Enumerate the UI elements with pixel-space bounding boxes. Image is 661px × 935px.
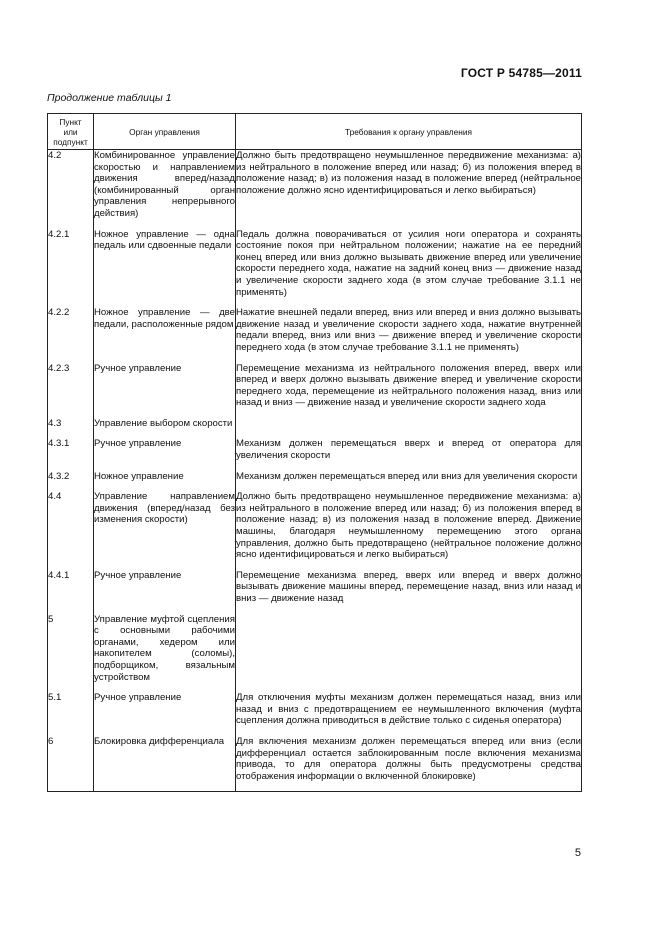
row-number: 4.2.3 [48, 363, 94, 418]
table-caption: Продолжение таблицы 1 [47, 92, 172, 104]
row-control: Ручное управление [94, 363, 236, 418]
row-control: Управление выбором скорости [94, 418, 236, 439]
table-row [48, 229, 582, 308]
column-header-organ: Орган управления [94, 114, 236, 150]
column-header-requirements: Требования к органу управления [236, 114, 582, 150]
row-number: 5 [48, 614, 94, 693]
table-row [48, 736, 582, 792]
row-requirement: Педаль должна поворачиваться от усилия ноги оператора и сохранять состояние покоя при нейтральном положении; нажатие на ее передний конец вперед или вниз должно вызывать движение вперед или увеличение скорости переднего хода, нажатие на задний конец вниз — движение назад и увеличение скорости заднего хода (в этом случае требование 3.1.1 не применять) [236, 229, 582, 308]
row-number: 4.4.1 [48, 570, 94, 614]
row-control: Управление муфтой сцепления с основными рабочими органами, хедером или накопителем (соломы), подборщиком, вязальным устройством [94, 614, 236, 693]
table-row [48, 363, 582, 418]
row-control: Управление направлением движения (вперед/назад без изменения скорости) [94, 491, 236, 570]
table-row [48, 471, 582, 492]
row-number: 4.2.1 [48, 229, 94, 308]
row-requirement: Перемещение механизма вперед, вверх или вперед и вверх должно вызывать движение машины вперед, перемещение назад, вниз или назад и вниз — движение назад [236, 570, 582, 614]
row-control: Ножное управление [94, 471, 236, 492]
row-number: 4.2 [48, 150, 94, 229]
table-row [48, 491, 582, 570]
page-number: 5 [574, 847, 581, 859]
row-control: Ручное управление [94, 438, 236, 470]
table-row [48, 307, 582, 362]
table-row [48, 438, 582, 470]
row-number: 6 [48, 736, 94, 792]
row-number: 4.3.1 [48, 438, 94, 470]
row-number: 4.2.2 [48, 307, 94, 362]
table-row [48, 150, 582, 229]
row-requirement: Должно быть предотвращено неумышленное передвижение механизма: а) из нейтрального в положение вперед или назад; б) из положения вперед в положение назад; в) из положения назад в положение вперед (нейтральное положение должно ясно идентифицироваться и легко выбираться) [236, 150, 582, 229]
row-requirement [236, 418, 582, 439]
row-requirement: Механизм должен перемещаться вперед или вниз для увеличения скорости [236, 471, 582, 492]
row-number: 4.4 [48, 491, 94, 570]
row-control: Ножное управление — одна педаль или сдвоенные педали [94, 229, 236, 308]
table-row [48, 418, 582, 439]
row-number: 4.3 [48, 418, 94, 439]
row-number: 5.1 [48, 692, 94, 736]
standard-code: ГОСТ Р 54785—2011 [460, 66, 582, 80]
row-control: Ножное управление — две педали, расположенные рядом [94, 307, 236, 362]
row-requirement: Нажатие внешней педали вперед, вниз или вперед и вниз должно вызывать движение назад и увеличение скорости заднего хода, нажатие внутренней педали вперед, вниз или вниз — движение вперед и увеличение скорости переднего хода (в этом случае требование 3.1.1 не применять) [236, 307, 582, 362]
row-control: Ручное управление [94, 692, 236, 736]
table-row [48, 570, 582, 614]
row-control: Комбинированное управление скоростью и направлением движения вперед/назад (комбинированный орган управления непрерывного действия) [94, 150, 236, 229]
row-control: Блокировка дифференциала [94, 736, 236, 792]
table-row [48, 614, 582, 693]
requirements-table [47, 113, 582, 792]
row-requirement: Механизм должен перемещаться вверх и вперед от оператора для увеличения скорости [236, 438, 582, 470]
row-number: 4.3.2 [48, 471, 94, 492]
row-requirement: Для отключения муфты механизм должен перемещаться назад, вниз или назад и вниз с предотвращением ее неумышленного включения (муфта сцепления должна приводиться в действие только с сиденья оператора) [236, 692, 582, 736]
row-control: Ручное управление [94, 570, 236, 614]
column-header-item: Пункт или подпункт [48, 114, 94, 150]
table-header-row [48, 114, 582, 150]
row-requirement [236, 614, 582, 693]
table-row [48, 692, 582, 736]
row-requirement: Перемещение механизма из нейтрального положения вперед, вверх или вперед и вверх должно вызывать движение вперед и увеличение скорости переднего хода, перемещение из нейтрального положения назад, вниз или назад и вниз — движение назад и увеличение скорости заднего хода [236, 363, 582, 418]
row-requirement: Для включения механизм должен перемещаться вперед или вниз (если дифференциал остается заблокированным после включения механизма привода, то для оператора должны быть предусмотрены средства отображения информации о включенной блокировке) [236, 736, 582, 792]
row-requirement: Должно быть предотвращено неумышленное передвижение механизма: а) из нейтрального в положение вперед или назад; б) из положения вперед в положение назад; в) из положения назад в положение вперед. Движение машины, благодаря неумышленному перемещению этого органа управления, должно быть предотвращено (нейтральное положение должно ясно идентифицироваться и легко выбираться) [236, 491, 582, 570]
